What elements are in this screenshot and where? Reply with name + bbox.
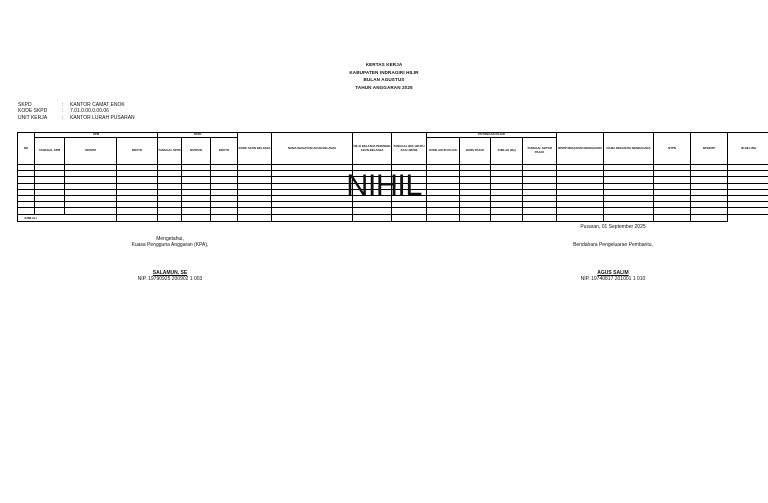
col-tgl-setor: TANGGAL SETOR PAJAK — [523, 138, 557, 165]
date-line: Pusaran, 01 September 2025 — [580, 224, 646, 230]
title-line-3: BULAN AGUSTUS — [363, 77, 405, 83]
info-value: KANTOR CAMAT ENOK — [70, 102, 125, 108]
col-jumlah: JUMLAH (Rp) — [491, 138, 523, 165]
title-line-4: TAHUN ANGGARAN 2025 — [355, 84, 413, 90]
sig-left-line1: Mengetahui, — [156, 236, 184, 242]
table-cell — [158, 214, 182, 221]
info-value: 7.01.0.00.0.00.06 — [70, 108, 109, 115]
col-nama-kegiatan: NAMA KEGIATAN/ AKUN BELANJA — [272, 133, 353, 165]
sig-left-nip: NIP. 19790925 200902 1 003 — [137, 276, 203, 282]
info-colon: : — [62, 108, 64, 115]
table-cell — [272, 214, 353, 221]
col-ntb: NTB/NTP — [691, 133, 728, 165]
signature-left — [100, 236, 240, 248]
total-row — [18, 214, 768, 221]
table-cell — [604, 214, 654, 221]
info-colon: : — [62, 114, 64, 121]
table-cell — [427, 214, 460, 221]
table-cell — [728, 208, 768, 214]
table-cell — [654, 214, 691, 221]
col-bruto-spm: BRUTO — [117, 138, 158, 165]
table-cell — [353, 214, 392, 221]
col-tgl-sp2d: TANGGAL SP2D — [158, 138, 182, 165]
col-ntpn: NTPN — [654, 133, 691, 165]
signature-date — [543, 224, 683, 230]
group-spm: SPM — [35, 133, 158, 138]
signature-right-name-block — [543, 270, 683, 282]
col-tgl-spm: TANGGAL SPM — [35, 138, 65, 165]
sig-right-nip: NIP. 19740817 201001 1 010 — [580, 276, 646, 282]
nihil-stamp: NIHIL — [346, 169, 422, 202]
info-value: KANTOR LURAH PUSARAN — [70, 114, 135, 121]
col-id-billing: ID BILLING — [728, 133, 768, 165]
signature-right — [543, 242, 683, 248]
group-sp2d: SP2D — [158, 133, 238, 138]
table-cell — [557, 214, 604, 221]
col-nospm: NOSPM — [65, 138, 117, 165]
info-row-unit-kerja — [18, 115, 135, 121]
table-cell — [491, 214, 523, 221]
report-title — [0, 61, 768, 91]
col-kode-akun-pajak: KODE AKUN PAJAK — [427, 138, 460, 165]
info-label: KODE SKPD — [18, 108, 48, 115]
table-cell — [691, 214, 728, 221]
total-label: JUMLAH — [18, 214, 117, 221]
table-cell — [460, 214, 491, 221]
col-nama-rekanan: NAMA REKANAN/ BENDAHARA — [604, 133, 654, 165]
col-nosp2d: NOSP2D — [182, 138, 211, 165]
table-cell — [117, 214, 158, 221]
col-npwp: NPWP REKANAN/ BENDAHARA — [557, 133, 604, 165]
col-tgl-bku: TANGGAL BKU (BUKU KAS UMUM) — [392, 133, 427, 165]
table-cell — [182, 214, 211, 221]
group-potongan-pajak: POTONGAN PAJAK — [427, 133, 557, 138]
table-cell — [238, 214, 272, 221]
table-cell — [523, 214, 557, 221]
info-label: SKPD — [18, 102, 32, 108]
table-cell — [392, 214, 427, 221]
col-bruto-sp2d: BRUTO — [211, 138, 238, 165]
info-colon: : — [62, 102, 64, 108]
col-nilai-belanja: NILAI BELANJA PEROBEK AKUN BELANJA — [353, 133, 392, 165]
col-jenis-pajak: JENIS PAJAK — [460, 138, 491, 165]
sig-left-name: SALAMUN, SE — [152, 270, 188, 276]
col-no: NO — [18, 133, 35, 165]
title-line-1: KERTAS KERJA — [365, 62, 403, 67]
info-block — [18, 102, 135, 121]
table-cell — [211, 214, 238, 221]
sig-right-line1: Bendahara Pengeluaran Pembantu, — [573, 242, 653, 248]
title-line-2: KABUPATEN INDRAGIRI HILIR — [349, 69, 419, 75]
sig-left-line2: Kuasa Pengguna Anggaran (KPA), — [131, 242, 209, 248]
info-label: UNIT KERJA — [18, 114, 48, 121]
signature-left-name-block — [100, 270, 240, 282]
sig-right-name: AGUS SALIM — [597, 270, 629, 276]
col-kode-akun: KODE AKUN BELANJA — [238, 133, 272, 165]
